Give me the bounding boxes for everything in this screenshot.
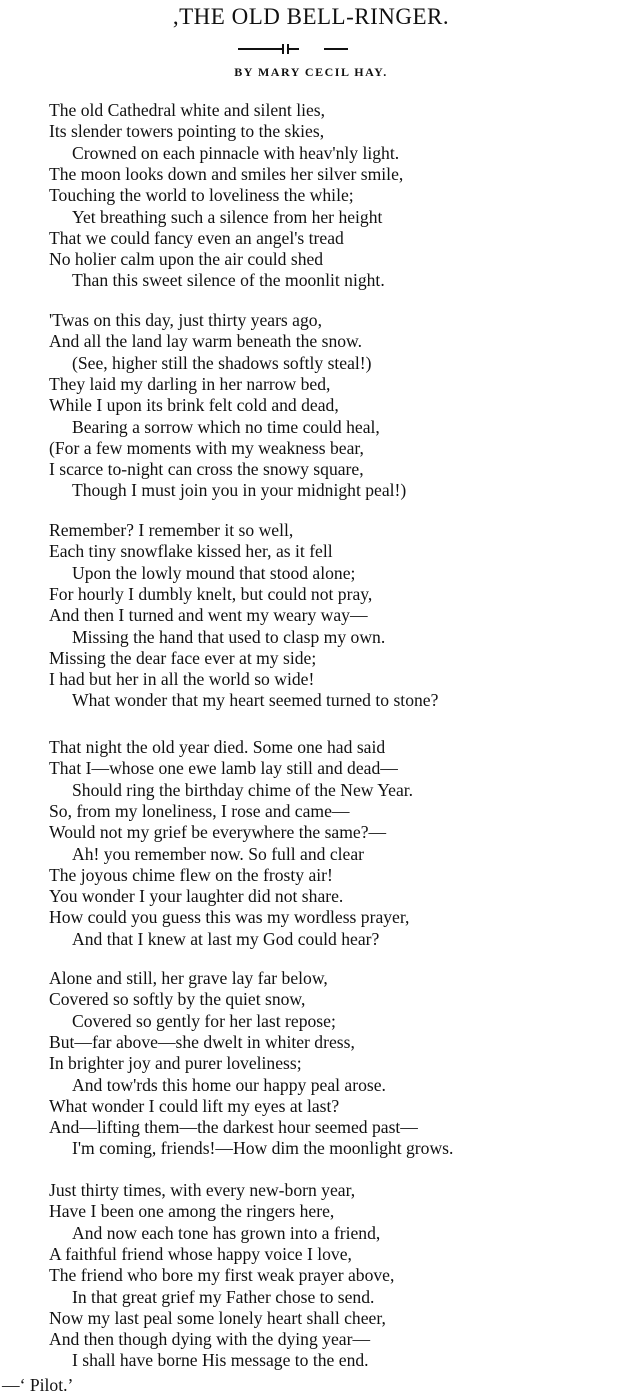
poem-line: A faithful friend whose happy voice I love, <box>49 1243 352 1264</box>
poem-line: Would not my grief be everywhere the same?— <box>49 822 387 843</box>
poem-line: But—far above—she dwelt in whiter dress, <box>49 1031 355 1052</box>
source-attribution: —‘ Pilot.’ <box>2 1375 74 1395</box>
poem-line: And—lifting them—the darkest hour seemed past— <box>49 1117 418 1138</box>
poem-line: Should ring the birthday chime of the New Year. <box>72 779 414 800</box>
poem-line: So, from my loneliness, I rose and came— <box>49 800 350 821</box>
poem-line: That night the old year died. Some one had said <box>49 737 386 757</box>
poem-line: Yet breathing such a silence from her height <box>72 206 383 227</box>
poem-line: I'm coming, friends!—How dim the moonlight grows. <box>72 1138 454 1159</box>
poem-line: Bearing a sorrow which no time could heal, <box>72 416 380 437</box>
poem-line: And then I turned and went my weary way— <box>49 605 368 626</box>
poem-line: And all the land lay warm beneath the snow. <box>49 331 363 352</box>
poem-line: Crowned on each pinnacle with heav'nly light. <box>72 142 400 163</box>
poem-line: Touching the world to loveliness the while; <box>49 185 354 206</box>
poem-line: (For a few moments with my weakness bear, <box>49 437 364 458</box>
poem-line: Covered so softly by the quiet snow, <box>49 989 306 1010</box>
poem-line: That we could fancy even an angel's tread <box>49 227 344 248</box>
poem-line: Covered so gently for her last repose; <box>72 1010 336 1031</box>
poem-line: In that great grief my Father chose to send. <box>72 1286 375 1307</box>
poem-line: The moon looks down and smiles her silver smile, <box>49 163 404 184</box>
poem-line: The joyous chime flew on the frosty air! <box>49 864 333 885</box>
poem-title: ,THE OLD BELL-RINGER. <box>172 4 450 29</box>
author-byline: BY MARY CECIL HAY. <box>234 65 388 79</box>
poem-line: Each tiny snowflake kissed her, as it fell <box>49 541 333 562</box>
poem-line: And tow'rds this home our happy peal arose. <box>72 1074 386 1095</box>
poem-line: Just thirty times, with every new-born year, <box>49 1180 356 1200</box>
poem-line: That I—whose one ewe lamb lay still and dead— <box>49 758 398 779</box>
title-rule-ornament <box>238 44 358 54</box>
poem-line: I scarce to-night can cross the snowy square, <box>49 459 364 480</box>
poem-line: What wonder that my heart seemed turned to stone? <box>72 690 439 711</box>
poem-line: And that I knew at last my God could hear? <box>72 928 380 949</box>
poem-line: And then though dying with the dying year— <box>49 1329 371 1350</box>
poem-line: I shall have borne His message to the end. <box>72 1350 369 1371</box>
poem-line: Its slender towers pointing to the skies, <box>49 121 325 142</box>
poem-line: Alone and still, her grave lay far below, <box>49 968 328 988</box>
poem-line: For hourly I dumbly knelt, but could not pray, <box>49 583 373 604</box>
poem-line: (See, higher still the shadows softly steal!) <box>72 352 372 373</box>
poem-line: Remember? I remember it so well, <box>49 520 294 540</box>
poem-line: 'Twas on this day, just thirty years ago, <box>49 310 322 330</box>
poem-line: While I upon its brink felt cold and dead, <box>49 395 339 416</box>
poem-line: Ah! you remember now. So full and clear <box>72 843 364 864</box>
poem-line: Missing the hand that used to clasp my own. <box>72 626 386 647</box>
poem-line: How could you guess this was my wordless prayer, <box>49 907 410 928</box>
poem-line: The friend who bore my first weak prayer above, <box>49 1265 395 1286</box>
poem-line: Have I been one among the ringers here, <box>49 1201 335 1222</box>
poem-line: Now my last peal some lonely heart shall cheer, <box>49 1307 386 1328</box>
poem-line: I had but her in all the world so wide! <box>49 669 315 690</box>
poem-line: What wonder I could lift my eyes at last? <box>49 1095 340 1116</box>
poem-line: You wonder I your laughter did not share. <box>49 886 344 907</box>
poem-line: Upon the lowly mound that stood alone; <box>72 562 356 583</box>
poem-line: Than this sweet silence of the moonlit night. <box>72 270 385 291</box>
poem-line: No holier calm upon the air could shed <box>49 249 324 270</box>
poem-line: The old Cathedral white and silent lies, <box>49 100 326 120</box>
poem-line: They laid my darling in her narrow bed, <box>49 373 331 394</box>
poem-line: And now each tone has grown into a friend, <box>72 1222 381 1243</box>
poem-line: Though I must join you in your midnight peal!) <box>72 480 407 501</box>
poem-line: In brighter joy and purer loveliness; <box>49 1053 302 1074</box>
poem-line: Missing the dear face ever at my side; <box>49 647 317 668</box>
